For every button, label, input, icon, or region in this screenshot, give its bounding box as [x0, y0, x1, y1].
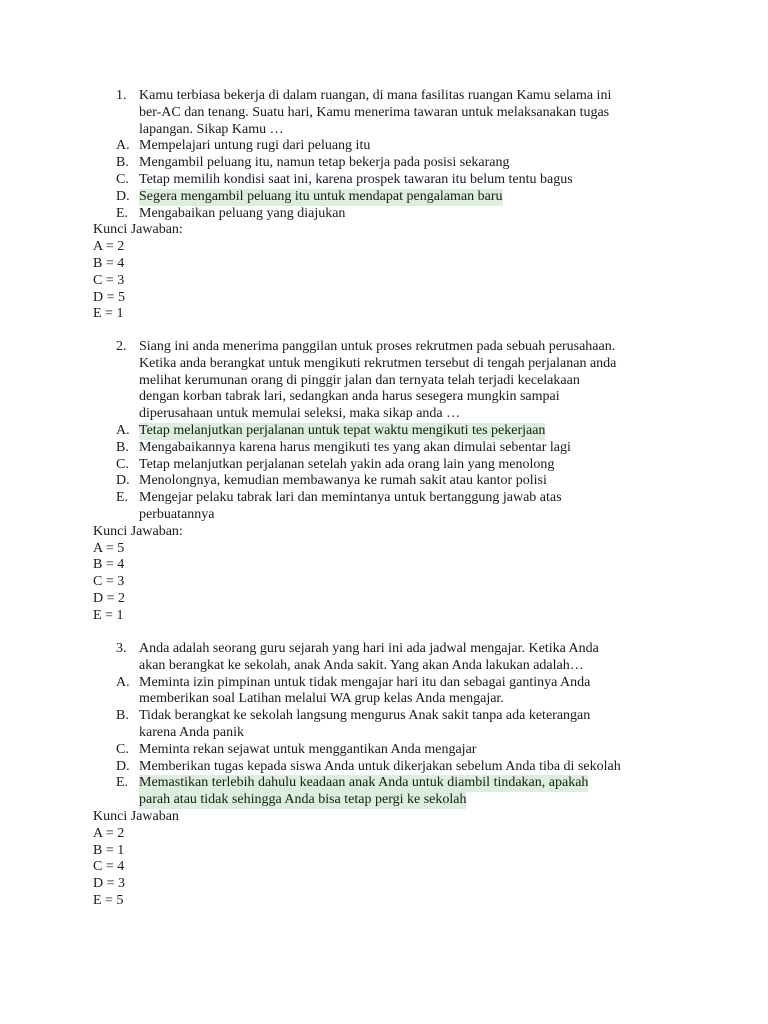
option-text: memberikan soal Latihan melalui WA grup kelas Anda mengajar. — [139, 691, 504, 707]
answer-key-item: C = 4 — [93, 859, 125, 875]
question-stem-text: Kamu terbiasa bekerja di dalam ruangan, di mana fasilitas ruangan Kamu selama ini — [139, 88, 612, 103]
option-text: perbuatannya — [139, 506, 215, 522]
option-d — [0, 473, 768, 490]
option-c — [0, 457, 768, 474]
option-a — [0, 675, 768, 692]
answer-key-item: B = 4 — [93, 255, 125, 271]
option-b — [0, 708, 768, 725]
option-text: Mengabaikan peluang yang diajukan — [139, 205, 346, 221]
answer-key-item: B = 4 — [93, 557, 125, 573]
option-letter: D. — [116, 188, 130, 204]
option-e — [0, 206, 768, 223]
option-e — [0, 775, 768, 792]
answer-key-item: D = 5 — [93, 289, 126, 305]
answer-key-item: E = 5 — [93, 892, 124, 908]
answer-key-item: C = 3 — [93, 574, 125, 590]
question-stem-text: melihat kerumunan orang di pinggir jalan dan ternyata telah terjadi kecelakaan — [139, 372, 580, 388]
option-e-continued — [0, 507, 768, 524]
option-c — [0, 742, 768, 759]
question-stem-text: ber-AC dan tenang. Suatu hari, Kamu menerima tawaran untuk melaksanakan tugas — [139, 104, 610, 120]
answer-key-title: Kunci Jawaban: — [93, 222, 183, 238]
answer-key-item: D = 3 — [93, 876, 126, 892]
option-letter: B. — [116, 439, 129, 455]
option-letter: B. — [116, 155, 129, 171]
question-stem-line — [0, 88, 768, 105]
option-text: Mempelajari untung rugi dari peluang itu — [139, 138, 371, 154]
answer-key-item: A = 5 — [93, 540, 125, 556]
option-letter: E. — [116, 490, 129, 506]
answer-key-item: B = 1 — [93, 842, 125, 858]
option-text: Mengejar pelaku tabrak lari dan memintanya untuk bertanggung jawab atas — [139, 490, 562, 506]
option-c — [0, 172, 768, 189]
question-stem-text: Anda adalah seorang guru sejarah yang hari ini ada jadwal mengajar. Ketika Anda — [139, 641, 599, 656]
question-stem-text: dengan korban tabrak lari, sedangkan anda harus sesegera mungkin sampai — [139, 389, 560, 405]
answer-key-title: Kunci Jawaban — [93, 808, 179, 824]
option-letter: A. — [116, 138, 130, 154]
option-letter: D. — [116, 473, 130, 489]
option-text: Meminta izin pimpinan untuk tidak mengajar hari itu dan sebagai gantinya Anda — [139, 674, 591, 690]
option-a-continued — [0, 691, 768, 708]
question-stem-text: diperusahaan untuk memulai seleksi, maka sikap anda … — [139, 406, 461, 422]
question-stem-text: Ketika anda berangkat untuk mengikuti rekrutmen tersebut di tengah perjalanan anda — [139, 355, 617, 371]
question-stem-line — [0, 356, 768, 373]
option-letter: A. — [116, 674, 130, 690]
option-letter: E. — [116, 205, 129, 221]
option-text-highlighted: parah atau tidak sehingga Anda bisa tetap pergi ke sekolah — [139, 792, 467, 808]
option-text: Menolongnya, kemudian membawanya ke rumah sakit atau kantor polisi — [139, 473, 547, 489]
option-b — [0, 440, 768, 457]
option-letter: A. — [116, 422, 130, 438]
option-text: Tetap melanjutkan perjalanan setelah yakin ada orang lain yang menolong — [139, 456, 555, 472]
option-d — [0, 759, 768, 776]
option-b — [0, 155, 768, 172]
question-stem-line — [0, 641, 768, 658]
option-text: Memberikan tugas kepada siswa Anda untuk dikerjakan sebelum Anda tiba di sekolah — [139, 758, 621, 774]
question-stem-line — [0, 406, 768, 423]
option-b-continued — [0, 725, 768, 742]
answer-key-item: E = 1 — [93, 306, 124, 322]
option-text-highlighted: Tetap melanjutkan perjalanan untuk tepat waktu mengikuti tes pekerjaan — [139, 422, 546, 438]
question-number: 1. — [116, 88, 127, 103]
answer-key-item: C = 3 — [93, 272, 125, 288]
option-letter: C. — [116, 741, 129, 757]
option-text: Meminta rekan sejawat untuk menggantikan Anda mengajar — [139, 741, 477, 757]
option-a — [0, 138, 768, 155]
option-text-highlighted: Segera mengambil peluang itu untuk mendapat pengalaman baru — [139, 188, 503, 204]
option-letter: B. — [116, 708, 129, 724]
answer-key-item: A = 2 — [93, 239, 125, 255]
option-text: Mengabaikannya karena harus mengikuti tes yang akan dimulai sebentar lagi — [139, 439, 571, 455]
option-text: Mengambil peluang itu, namun tetap bekerja pada posisi sekarang — [139, 155, 510, 171]
answer-key-title: Kunci Jawaban: — [93, 523, 183, 539]
answer-key-item: E = 1 — [93, 607, 124, 623]
question-3 — [0, 641, 768, 910]
question-stem-line — [0, 122, 768, 139]
answer-key-item: A = 2 — [93, 825, 125, 841]
question-stem-line — [0, 373, 768, 390]
option-a — [0, 423, 768, 440]
question-stem-text: Siang ini anda menerima panggilan untuk proses rekrutmen pada sebuah perusahaan. — [139, 339, 616, 354]
option-e — [0, 490, 768, 507]
question-number: 2. — [116, 339, 127, 354]
option-text: Tidak berangkat ke sekolah langsung mengurus Anak sakit tanpa ada keterangan — [139, 708, 591, 724]
question-2 — [0, 339, 768, 625]
option-text-highlighted: Memastikan terlebih dahulu keadaan anak Anda untuk diambil tindakan, apakah — [139, 775, 589, 791]
question-stem-line — [0, 658, 768, 675]
question-number: 3. — [116, 641, 127, 656]
option-letter: C. — [116, 456, 129, 472]
option-text: Tetap memilih kondisi saat ini, karena prospek tawaran itu belum tentu bagus — [139, 171, 573, 187]
question-stem-line — [0, 389, 768, 406]
option-text: karena Anda panik — [139, 724, 244, 740]
question-1 — [0, 88, 768, 323]
question-stem-text: akan berangkat ke sekolah, anak Anda sakit. Yang akan Anda lakukan adalah… — [139, 657, 584, 673]
answer-key-item: D = 2 — [93, 590, 126, 606]
option-letter: D. — [116, 758, 130, 774]
option-letter: C. — [116, 171, 129, 187]
option-e-continued — [0, 792, 768, 809]
question-stem-line — [0, 339, 768, 356]
option-d — [0, 189, 768, 206]
question-stem-text: lapangan. Sikap Kamu … — [139, 121, 284, 137]
option-letter: E. — [116, 775, 129, 791]
question-stem-line — [0, 105, 768, 122]
